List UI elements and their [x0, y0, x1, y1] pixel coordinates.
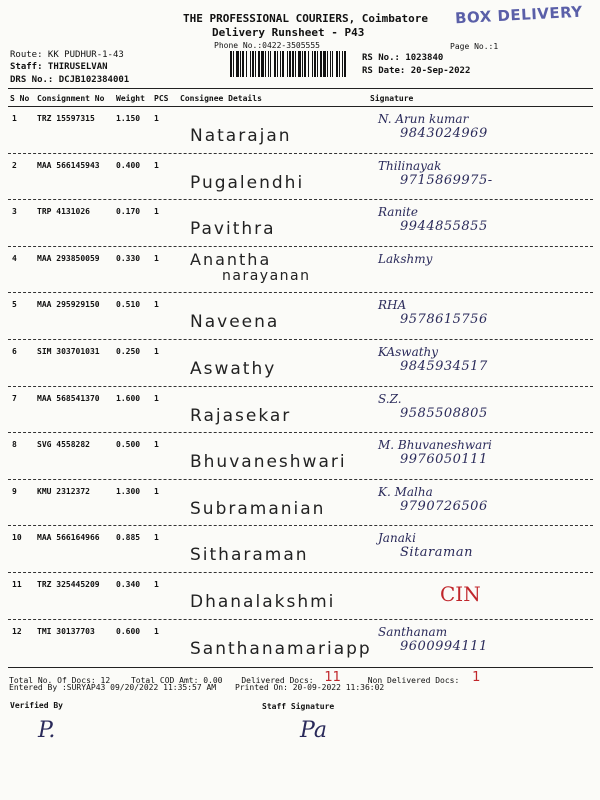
row-weight: 0.330	[116, 253, 141, 263]
row-weight: 0.600	[116, 626, 141, 636]
barcode-bar	[242, 51, 244, 77]
footer-entry-info	[9, 683, 384, 692]
row-signature-phone: 9790726506	[400, 498, 488, 514]
row-weight: 0.340	[116, 580, 141, 589]
row-signature-phone: 9944855855	[400, 219, 488, 235]
barcode-bar	[287, 51, 288, 77]
rs-number: RS No.: 1023840	[362, 53, 444, 63]
row-signature: N. Arun kumar	[378, 112, 469, 126]
barcode-bar	[304, 51, 306, 77]
col-header-sno: S No	[10, 94, 30, 103]
row-weight: 0.510	[116, 300, 141, 310]
barcode-bar	[320, 51, 322, 77]
row-divider	[8, 339, 593, 340]
row-signature-phone: 9976050111	[400, 452, 488, 468]
row-weight: 1.150	[116, 114, 141, 123]
barcode-bar	[255, 51, 256, 77]
row-sno: 7	[12, 393, 17, 403]
row-consignee-name: Rajasekar	[190, 405, 292, 426]
non-delivered-docs-label: Non Delivered Docs:	[367, 676, 460, 685]
barcode-bar	[252, 51, 254, 77]
non-delivered-docs-value: 1	[472, 670, 481, 685]
page-number: Page No.:1	[450, 42, 499, 51]
row-consignment: MAA 566145943	[37, 160, 100, 170]
barcode-bar	[230, 51, 232, 77]
barcode-bar	[277, 51, 278, 77]
row-consignee-name: Santhanamariapp	[190, 638, 372, 659]
row-signature: KAswathy	[378, 345, 439, 359]
barcode-bar	[270, 51, 271, 77]
row-pcs: 1	[154, 114, 159, 123]
barcode-bar	[308, 51, 309, 77]
col-header-weight: Weight	[116, 94, 145, 103]
row-consignment: SVG 4558282	[37, 440, 90, 450]
barcode-bar	[292, 51, 294, 77]
row-pcs: 1	[154, 207, 159, 217]
barcode-bar	[274, 51, 276, 77]
verified-by-signature: P.	[38, 718, 56, 743]
staff-signature-label: Staff Signature	[262, 702, 335, 711]
row-pcs: 1	[154, 533, 159, 543]
row-consignee-name: Natarajan	[190, 126, 292, 146]
runsheet-title: Delivery Runsheet - P43	[212, 26, 365, 39]
col-header-signature: Signature	[370, 94, 414, 103]
barcode-bar	[240, 51, 241, 77]
row-consignment: TRZ 325445209	[37, 580, 100, 589]
table-bottom-rule	[8, 667, 593, 668]
row-pcs: 1	[154, 440, 159, 450]
row-sno: 2	[12, 160, 17, 170]
row-weight: 0.500	[116, 440, 141, 450]
row-divider	[8, 432, 593, 433]
row-divider	[8, 292, 593, 293]
barcode-bar	[236, 51, 239, 77]
row-signature-phone: 9578615756	[400, 312, 488, 328]
row-consignment: MAA 293850059	[37, 253, 100, 263]
row-consignee-name: Aswathy	[190, 359, 277, 379]
row-divider	[8, 246, 593, 247]
row-signature-phone: 9843024969	[400, 126, 488, 141]
row-sno: 9	[12, 486, 17, 496]
row-divider	[8, 386, 593, 387]
row-pcs: 1	[154, 393, 159, 403]
delivered-docs-value: 11	[324, 670, 341, 685]
row-signature-phone: Sitaraman	[400, 545, 473, 561]
row-signature-phone: 9600994111	[400, 638, 488, 654]
row-signature: RHA	[378, 298, 407, 313]
box-delivery-stamp: BOX DELIVERY	[454, 2, 584, 28]
barcode-bar	[323, 51, 326, 77]
row-consignment: MAA 568541370	[37, 393, 100, 403]
row-signature: Lakshmy	[378, 251, 433, 266]
row-signature: Ranite	[378, 205, 418, 220]
row-signature: Thilinayak	[378, 158, 442, 173]
barcode-bar	[268, 51, 269, 77]
total-docs: Total No. Of Docs: 12	[9, 676, 111, 685]
barcode-bar	[265, 51, 266, 77]
row-weight: 0.885	[116, 533, 141, 543]
barcode	[230, 51, 350, 77]
row-pcs: 1	[154, 626, 159, 636]
col-header-pcs: PCS	[154, 94, 169, 103]
rs-date: RS Date: 20-Sep-2022	[362, 66, 471, 76]
barcode-bar	[342, 51, 343, 77]
row-consignee-name: Subramanian	[190, 498, 326, 519]
row-consignee-name: Pavithra	[190, 219, 276, 240]
barcode-bar	[246, 51, 247, 77]
row-signature: M. Bhuvaneshwari	[378, 438, 492, 453]
row-pcs: 1	[154, 486, 159, 496]
row-consignee-name: Naveena	[190, 312, 280, 333]
row-weight: 1.300	[116, 486, 141, 496]
row-consignee-name-line2: narayanan	[222, 267, 311, 284]
barcode-bar	[282, 51, 284, 77]
row-pcs: 1	[154, 300, 159, 310]
row-sno: 4	[12, 253, 17, 263]
barcode-bar	[250, 51, 251, 77]
row-signature: Santhanam	[378, 624, 448, 639]
barcode-bar	[289, 51, 291, 77]
row-consignment: MAA 566164966	[37, 533, 100, 543]
row-consignee-name: Dhanalakshmi	[190, 592, 336, 612]
barcode-bar	[312, 51, 313, 77]
row-consignment: KMU 2312372	[37, 486, 90, 496]
table-top-rule	[8, 88, 593, 89]
barcode-bar	[327, 51, 328, 77]
row-pcs: 1	[154, 253, 159, 263]
barcode-bar	[344, 51, 346, 77]
barcode-bar	[295, 51, 296, 77]
verified-by-label: Verified By	[10, 701, 63, 710]
row-consignee-name: Bhuvaneshwari	[190, 452, 347, 473]
row-divider	[8, 525, 593, 526]
phone-number: Phone No.:0422-3505555	[214, 41, 320, 50]
barcode-bar	[258, 51, 260, 77]
row-divider	[8, 572, 593, 573]
row-signature: Janaki	[378, 531, 416, 546]
row-sno: 3	[12, 207, 17, 217]
barcode-bar	[261, 51, 264, 77]
row-signature-phone: 9715869975-	[400, 172, 493, 188]
row-divider	[8, 199, 593, 200]
col-header-details: Consignee Details	[180, 94, 262, 103]
barcode-bar	[233, 51, 234, 77]
row-signature-phone: 9845934517	[400, 359, 488, 374]
row-sno: 10	[12, 533, 22, 543]
row-consignment: MAA 295929150	[37, 300, 100, 310]
barcode-bar	[280, 51, 281, 77]
row-consignment: TRZ 15597315	[37, 114, 95, 123]
barcode-bar	[339, 51, 340, 77]
barcode-bar	[332, 51, 333, 77]
row-sno: 8	[12, 440, 17, 450]
row-pcs: 1	[154, 160, 159, 170]
row-consignment: TMI 30137703	[37, 626, 95, 636]
row-signature: K. Malha	[378, 484, 433, 499]
barcode-bar	[317, 51, 318, 77]
row-weight: 0.250	[116, 347, 141, 356]
row-consignment: TRP 4131026	[37, 207, 90, 217]
row-sno: 11	[12, 580, 22, 589]
row-pcs: 1	[154, 347, 159, 356]
row-divider	[8, 153, 593, 154]
row-weight: 0.170	[116, 207, 141, 217]
row-consignee-name: Pugalendhi	[190, 172, 305, 193]
runsheet-company-title: THE PROFESSIONAL COURIERS, Coimbatore	[183, 12, 429, 25]
row-signature: S.Z.	[378, 391, 402, 406]
staff-signature-mark: Pa	[300, 718, 327, 743]
barcode-bar	[336, 51, 338, 77]
total-cod: Total COD Amt: 0.00	[130, 676, 223, 685]
row-signature-phone: 9585508805	[400, 405, 488, 421]
printed-on: Printed On: 20-09-2022 11:36:02	[234, 683, 385, 692]
row-consignment: SIM 303701031	[37, 347, 100, 356]
barcode-bar	[330, 51, 331, 77]
row-sno: 6	[12, 347, 17, 356]
drs-number: DRS No.: DCJB102384001	[10, 75, 130, 85]
entered-by: Entered By :SURYAP43 09/20/2022 11:35:57 AM	[9, 683, 217, 692]
staff: Staff: THIRUSELVAN	[10, 62, 108, 72]
row-divider	[8, 479, 593, 480]
barcode-bar	[302, 51, 303, 77]
row-sno: 5	[12, 300, 17, 310]
row-consignee-name: Anantha	[190, 249, 272, 269]
barcode-bar	[314, 51, 316, 77]
row-divider	[8, 619, 593, 620]
col-header-consignment: Consignment No	[37, 94, 105, 103]
route: Route: KK PUDHUR-1-43	[10, 50, 124, 60]
row-signature: CIN	[440, 582, 481, 606]
row-sno: 1	[12, 114, 17, 123]
barcode-bar	[298, 51, 301, 77]
row-weight: 0.400	[116, 160, 141, 170]
row-sno: 12	[12, 626, 22, 636]
row-consignee-name: Sitharaman	[190, 545, 309, 566]
delivered-docs-label: Delivered Docs:	[241, 676, 314, 685]
row-weight: 1.600	[116, 393, 141, 403]
header-bottom-rule	[8, 106, 593, 107]
row-pcs: 1	[154, 580, 159, 589]
